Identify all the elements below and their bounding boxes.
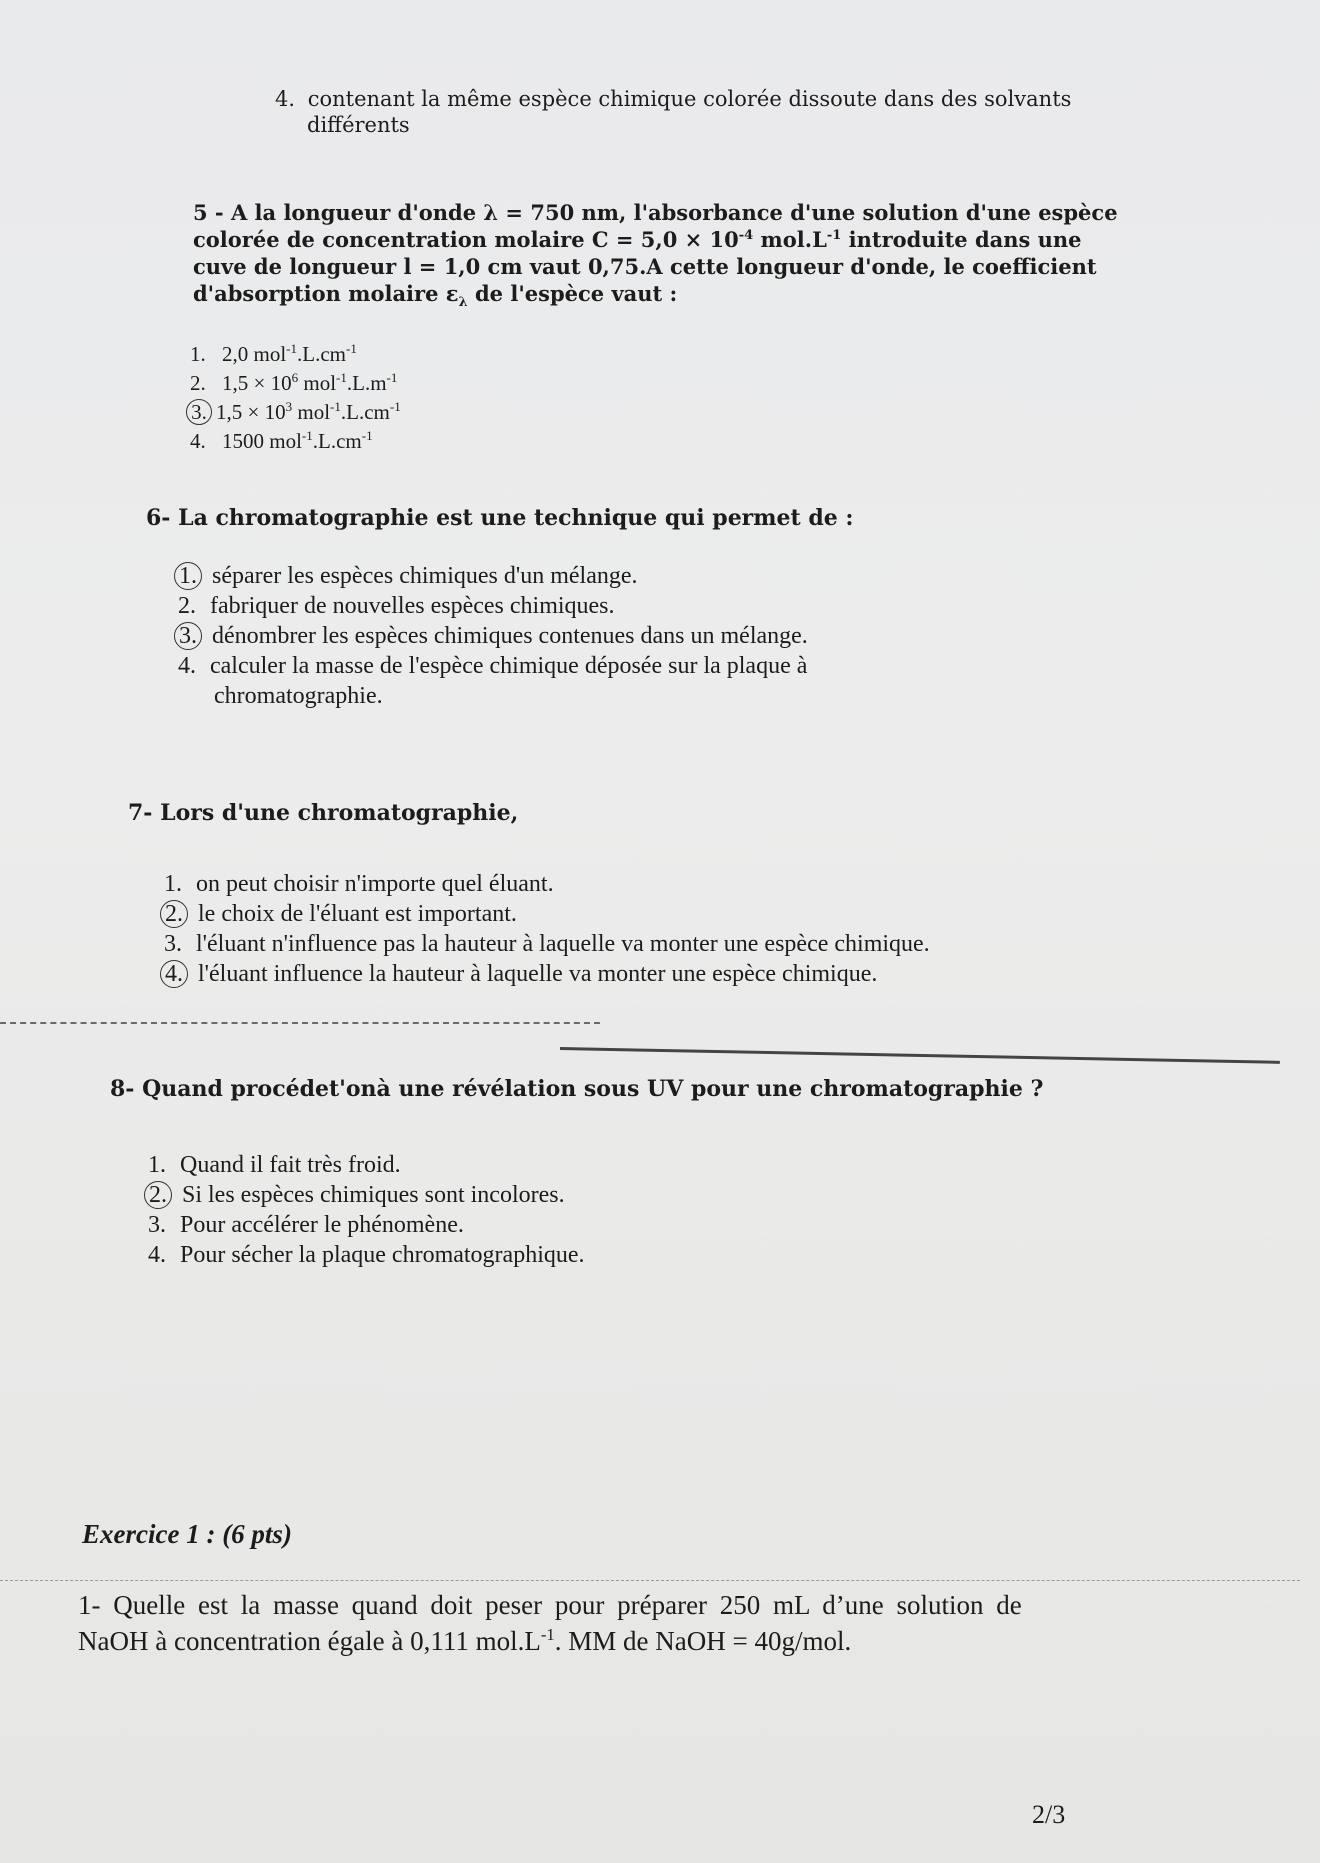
option-exp: -1 xyxy=(386,370,398,385)
option-text: calculer la masse de l'espèce chimique déposée sur la plaque à xyxy=(210,653,808,679)
q5-option-2 xyxy=(190,369,401,398)
option-text: Si les espèces chimiques sont incolores. xyxy=(182,1182,565,1208)
q5-line2-c: introduite dans une xyxy=(841,227,1082,252)
circled-option-number: 3. xyxy=(174,622,202,650)
q5-line4 xyxy=(193,280,1073,311)
q5-line4-b: de l'espèce vaut : xyxy=(467,281,678,306)
option-text: 1,5 × 10 xyxy=(222,371,292,395)
exercice-line2-b: . MM de NaOH = 40g/mol. xyxy=(554,1626,852,1656)
option-text: 1500 mol xyxy=(222,429,302,453)
option-number: 4. xyxy=(178,653,196,679)
option-exp: -1 xyxy=(336,370,347,385)
q5-option-4 xyxy=(190,427,401,456)
circled-option-number: 3. xyxy=(186,399,212,425)
q5-line2-b: mol.L xyxy=(753,227,827,252)
question-5 xyxy=(193,199,1118,311)
option-text: 1,5 × 10 xyxy=(216,400,286,424)
option-number: 3. xyxy=(164,931,182,957)
option-text: séparer les espèces chimiques d'un mélange. xyxy=(212,563,638,589)
q6-options xyxy=(178,561,808,711)
q4-item-number: 4. xyxy=(275,87,296,111)
option-exp: 3 xyxy=(285,399,293,414)
separator-line xyxy=(560,1047,1280,1064)
q5-line4-a: d'absorption molaire ε xyxy=(193,281,459,306)
option-number: 1. xyxy=(148,1152,166,1178)
q5-option-1 xyxy=(190,340,401,369)
separator-dashed-2 xyxy=(0,1580,1300,1581)
option-exp: -1 xyxy=(330,399,341,414)
page-number: 2/3 xyxy=(1032,1800,1066,1829)
option-number: 4. xyxy=(148,1242,166,1268)
q5-line4-sub: λ xyxy=(458,295,468,311)
q8-option-1 xyxy=(148,1150,585,1180)
option-text: l'éluant influence la hauteur à laquelle va monter une espèce chimique. xyxy=(198,961,878,987)
q6-title: 6- La chromatographie est une technique qui permet de : xyxy=(146,505,854,531)
q5-options xyxy=(190,340,401,456)
q6-option-4 xyxy=(178,651,808,681)
option-text: l'éluant n'influence pas la hauteur à laquelle va monter une espèce chimique. xyxy=(196,931,930,957)
option-exp: -1 xyxy=(361,428,373,443)
option-number: 4. xyxy=(190,429,206,453)
circled-option-number: 2. xyxy=(144,1181,172,1209)
q7-option-4 xyxy=(164,959,930,989)
option-number: 1. xyxy=(164,871,182,897)
exercice-line2-exp: -1 xyxy=(540,1625,555,1644)
option-text: Pour sécher la plaque chromatographique. xyxy=(180,1242,585,1268)
option-exp: -1 xyxy=(346,341,357,356)
q7-option-1 xyxy=(164,869,930,899)
option-text: 2,0 mol xyxy=(222,342,287,366)
exercice-line1: 1- Quelle est la masse quand doit peser pour préparer 250 mL d’une solution de xyxy=(78,1590,1022,1620)
option-number: 3. xyxy=(148,1212,166,1238)
option-number: 1. xyxy=(190,342,206,366)
option-text: mol xyxy=(298,371,337,395)
q5-line2-exp2: -1 xyxy=(826,228,842,243)
option-text: Pour accélérer le phénomène. xyxy=(180,1212,464,1238)
option-text: on peut choisir n'importe quel éluant. xyxy=(196,871,554,897)
q5-line2 xyxy=(193,226,1082,253)
q7-title: 7- Lors d'une chromatographie, xyxy=(128,800,519,826)
q8-options xyxy=(148,1150,585,1270)
option-exp: 6 xyxy=(291,370,299,385)
separator-dashed xyxy=(0,1022,600,1024)
circled-option-number: 2. xyxy=(160,900,188,928)
option-text: mol xyxy=(292,400,331,424)
circled-option-number: 4. xyxy=(160,960,188,988)
option-text: .L.cm xyxy=(312,429,362,453)
q8-option-4 xyxy=(148,1240,585,1270)
q5-line2-a: colorée de concentration molaire C = 5,0 × 10 xyxy=(193,227,739,252)
q8-option-2 xyxy=(148,1180,585,1210)
option-text: dénombrer les espèces chimiques contenues dans un mélange. xyxy=(212,623,808,649)
q6-option-2 xyxy=(178,591,808,621)
q8-option-3 xyxy=(148,1210,585,1240)
q5-line1: 5 - A la longueur d'onde λ = 750 nm, l'absorbance d'une solution d'une espèce xyxy=(193,200,1118,225)
q8-title: 8- Quand procédet'onà une révélation sous UV pour une chromatographie ? xyxy=(110,1076,1044,1102)
q4-item xyxy=(275,86,1071,138)
option-number: 2. xyxy=(190,371,206,395)
q4-item-line2: différents xyxy=(307,113,410,137)
option-text: .L.cm xyxy=(297,342,346,366)
q7-option-2 xyxy=(164,899,930,929)
option-text: fabriquer de nouvelles espèces chimiques. xyxy=(210,593,615,619)
option-text: .L.cm xyxy=(340,400,390,424)
option-number: 2. xyxy=(178,593,196,619)
q7-options xyxy=(164,869,930,989)
option-text: le choix de l'éluant est important. xyxy=(198,901,517,927)
q5-option-3 xyxy=(190,398,401,427)
option-text: Quand il fait très froid. xyxy=(180,1152,401,1178)
q6-option-1 xyxy=(178,561,808,591)
exercice-line2-a: NaOH à concentration égale à 0,111 mol.L xyxy=(78,1626,541,1656)
q6-option-4-cont: chromatographie. xyxy=(214,683,383,709)
q5-line2-exp: -4 xyxy=(738,228,754,243)
option-exp: -1 xyxy=(286,341,298,356)
exercice-body xyxy=(78,1587,1278,1659)
q7-option-3 xyxy=(164,929,930,959)
q4-item-line1: contenant la même espèce chimique colorée dissoute dans des solvants xyxy=(307,87,1072,111)
exercice-title: Exercice 1 : (6 pts) xyxy=(82,1519,292,1549)
exercice-line2 xyxy=(78,1623,1278,1659)
q5-line3: cuve de longueur l = 1,0 cm vaut 0,75.A cette longueur d'onde, le coefficient xyxy=(193,254,1097,279)
q6-option-3 xyxy=(178,621,808,651)
circled-option-number: 1. xyxy=(174,562,202,590)
option-exp: -1 xyxy=(389,399,401,414)
option-exp: -1 xyxy=(301,428,313,443)
option-text: .L.m xyxy=(346,371,387,395)
